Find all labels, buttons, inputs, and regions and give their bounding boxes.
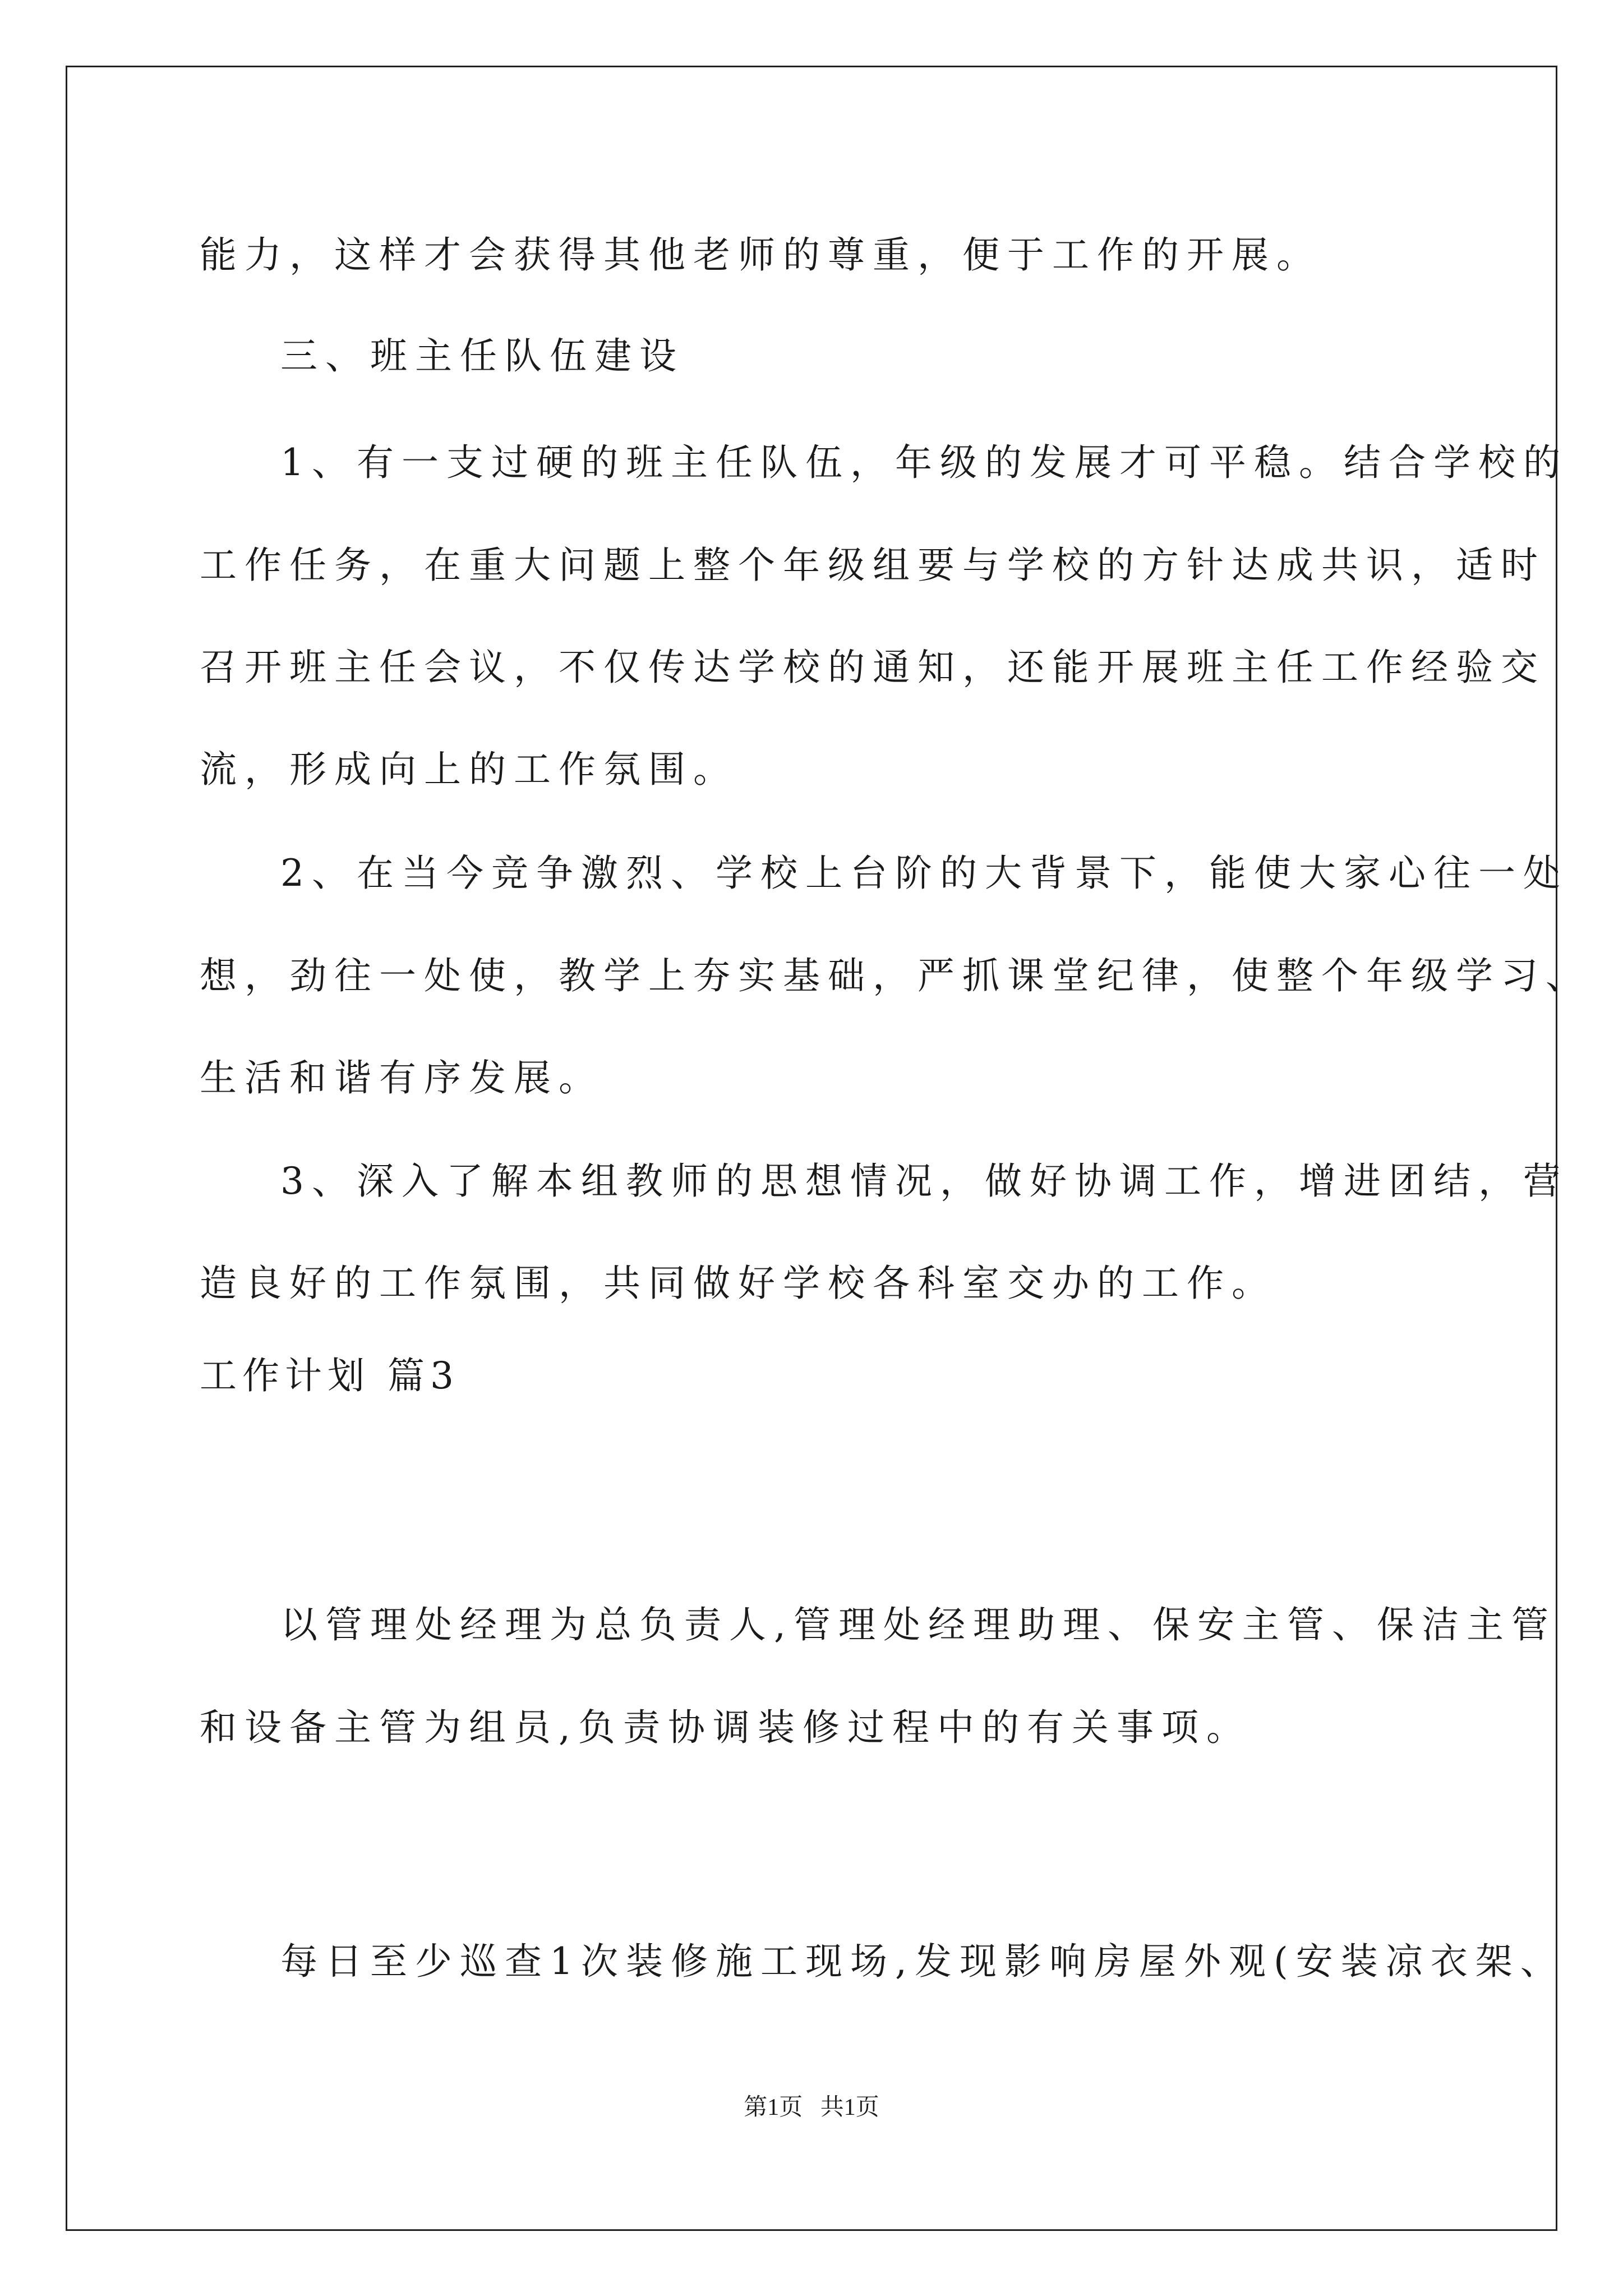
paragraph-line: 流，形成向上的工作氛围。	[200, 748, 738, 791]
paragraph-line: 2、在当今竞争激烈、学校上台阶的大背景下，能使大家心往一处	[280, 852, 1568, 895]
section-heading: 三、班主任队伍建设	[280, 334, 684, 378]
paragraph-line: 想，劲往一处使，教学上夯实基础，严抓课堂纪律，使整个年级学习、	[200, 954, 1590, 997]
page-footer: 第1页 共1页	[744, 2095, 879, 2120]
page-border	[66, 66, 1557, 2231]
paragraph-line: 3、深入了解本组教师的思想情况，做好协调工作，增进团结，营	[280, 1159, 1568, 1203]
paragraph-line: 能力，这样才会获得其他老师的尊重，便于工作的开展。	[200, 233, 1321, 277]
paragraph-line: 以管理处经理为总负责人,管理处经理助理、保安主管、保洁主管	[280, 1603, 1556, 1646]
paragraph-line: 生活和谐有序发展。	[200, 1056, 603, 1099]
paragraph-line: 每日至少巡查1次装修施工现场,发现影响房屋外观(安装凉衣架、	[280, 1940, 1565, 1983]
paragraph-line: 1、有一支过硬的班主任队伍，年级的发展才可平稳。结合学校的	[280, 441, 1568, 484]
article-heading: 工作计划 篇3	[200, 1354, 459, 1397]
paragraph-line: 工作任务，在重大问题上整个年级组要与学校的方针达成共识，适时	[200, 544, 1546, 587]
paragraph-line: 造良好的工作氛围，共同做好学校各科室交办的工作。	[200, 1262, 1276, 1305]
paragraph-line: 和设备主管为组员,负责协调装修过程中的有关事项。	[200, 1706, 1251, 1749]
paragraph-line: 召开班主任会议，不仅传达学校的通知，还能开展班主任工作经验交	[200, 646, 1546, 689]
